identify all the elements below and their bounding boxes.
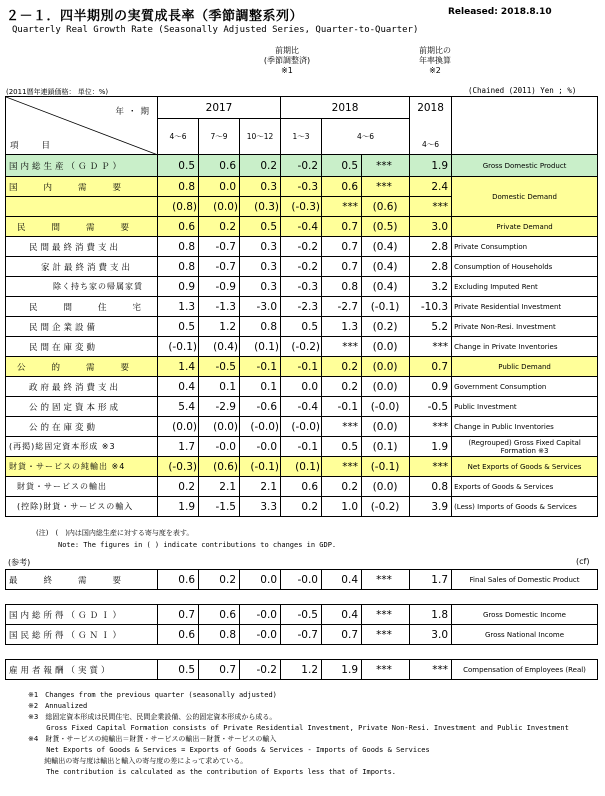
value-cell: 0.3 (240, 237, 281, 257)
value-cell: (-0.3) (158, 457, 199, 477)
row-label: 財貨・サービスの純輸出 ※4 (6, 457, 158, 477)
value-cell: (0.4) (362, 237, 410, 257)
year-period-label: 年・期 (115, 107, 153, 117)
value-cell: -2.9 (199, 397, 240, 417)
value-cell: (0.4) (362, 257, 410, 277)
note-ja: (注) ( )内は国内総生産に対する寄与度を表す。 (36, 529, 194, 537)
value-cell: 1.2 (199, 317, 240, 337)
value-cell: *** (362, 625, 410, 645)
value-cell: 0.0 (199, 177, 240, 197)
value-cell: 0.4 (158, 377, 199, 397)
value-cell: 0.7 (322, 217, 362, 237)
row-label: 雇用者報酬（実質） (6, 660, 158, 680)
footnote-line: ※3 総固定資本形成は民間住宅、民間企業設備、公的固定資本形成から成る。 (28, 713, 277, 721)
value-cell: 0.5 (322, 155, 362, 177)
footnote-line: ※4 財貨・サービスの純輸出＝財貨・サービスの輸出－財貨・サービスの輸入 (28, 735, 277, 743)
row-label: 公的固定資本形成 (6, 397, 158, 417)
table-row (6, 457, 598, 477)
value-cell: (0.8) (158, 197, 199, 217)
table-row (6, 257, 598, 277)
growth-rate-table (5, 96, 598, 517)
value-cell: -0.2 (281, 257, 322, 277)
value-cell: -10.3 (410, 297, 452, 317)
value-cell: (0.0) (362, 417, 410, 437)
table-row (6, 417, 598, 437)
value-cell: (-0.0) (240, 417, 281, 437)
value-cell: 1.7 (158, 437, 199, 457)
row-label-en: Gross Domestic Product (452, 155, 598, 177)
table-row (6, 570, 598, 590)
row-label: 家計最終消費支出 (6, 257, 158, 277)
spacer-row (6, 590, 598, 605)
value-cell: *** (362, 605, 410, 625)
row-label: (控除)財貨・サービスの輸入 (6, 497, 158, 517)
row-label-en: (Less) Imports of Goods & Services (452, 497, 598, 517)
table-row (6, 477, 598, 497)
footnote-line: Net Exports of Goods & Services = Exports of Goods & Services - Imports of Goods & Services (28, 746, 430, 754)
value-cell: 0.1 (240, 377, 281, 397)
table-row (6, 437, 598, 457)
value-cell: 0.8 (322, 277, 362, 297)
row-label: 政府最終消費支出 (6, 377, 158, 397)
qoq-note: 前期比 (季節調整済) ※1 (263, 46, 311, 75)
value-cell: 2.1 (240, 477, 281, 497)
row-label: 国 内 需 要 (6, 177, 158, 197)
value-cell: -3.0 (240, 297, 281, 317)
value-cell: 5.2 (410, 317, 452, 337)
value-cell: 0.3 (240, 277, 281, 297)
note-en: Note: The figures in ( ) indicate contributions to changes in GDP. (58, 541, 337, 549)
row-label-en: Government Consumption (452, 377, 598, 397)
value-cell: (-0.2) (362, 497, 410, 517)
value-cell: (-0.0) (362, 397, 410, 417)
value-cell: 0.2 (158, 477, 199, 497)
table-row (6, 217, 598, 237)
reference-table (5, 569, 598, 680)
value-cell: -0.4 (281, 217, 322, 237)
value-cell: 0.8 (158, 237, 199, 257)
value-cell: 0.7 (322, 237, 362, 257)
value-cell: -0.0 (281, 570, 322, 590)
value-cell: -0.3 (281, 277, 322, 297)
spacer-row (6, 645, 598, 660)
item-label: 項 目 (10, 141, 53, 151)
table-row (6, 317, 598, 337)
row-label-en: Private Demand (452, 217, 598, 237)
row-label-en: Public Investment (452, 397, 598, 417)
value-cell: -0.0 (199, 437, 240, 457)
value-cell: *** (410, 457, 452, 477)
row-label: 民 間 住 宅 (6, 297, 158, 317)
value-cell: (0.2) (362, 317, 410, 337)
value-cell: 0.4 (322, 570, 362, 590)
value-cell: 0.7 (322, 625, 362, 645)
value-cell: -0.1 (322, 397, 362, 417)
value-cell: (0.0) (199, 417, 240, 437)
value-cell: (0.0) (362, 357, 410, 377)
value-cell: -0.1 (281, 357, 322, 377)
table-row (6, 397, 598, 417)
row-label: 除く持ち家の帰属家賃 (6, 277, 158, 297)
value-cell: 0.4 (322, 605, 362, 625)
value-cell: (0.3) (240, 197, 281, 217)
value-cell: 0.8 (199, 625, 240, 645)
value-cell: 0.2 (322, 477, 362, 497)
value-cell: -0.7 (281, 625, 322, 645)
value-cell: -0.4 (281, 397, 322, 417)
value-cell: 1.9 (410, 155, 452, 177)
row-label: 国内総生産（ＧＤＰ） (6, 155, 158, 177)
value-cell: (-0.1) (362, 457, 410, 477)
table-row (6, 625, 598, 645)
footnotes (28, 690, 603, 778)
table-row (6, 297, 598, 317)
row-label-en: Private Consumption (452, 237, 598, 257)
value-cell: 0.7 (199, 660, 240, 680)
row-label-en: Domestic Demand (452, 177, 598, 217)
table-row (6, 377, 598, 397)
release-date: Released: 2018.8.10 (448, 7, 552, 17)
value-cell: 3.2 (410, 277, 452, 297)
table-row (6, 605, 598, 625)
value-cell: 0.2 (322, 377, 362, 397)
value-cell: -0.6 (240, 397, 281, 417)
value-cell: 0.8 (158, 177, 199, 197)
row-label (6, 197, 158, 217)
footnote-line: ※1 Changes from the previous quarter (seasonally adjusted) (28, 691, 277, 699)
cf-label: (cf) (576, 557, 590, 566)
row-label-en: Exports of Goods & Services (452, 477, 598, 497)
unit-label-ja: (2011暦年連鎖価格： 単位：%) (6, 88, 109, 96)
value-cell: (0.5) (362, 217, 410, 237)
row-label: 公 的 需 要 (6, 357, 158, 377)
value-cell: *** (362, 570, 410, 590)
value-cell: 0.6 (199, 605, 240, 625)
value-cell: (0.0) (199, 197, 240, 217)
value-cell: *** (410, 417, 452, 437)
year-2018-annual: 2018 4～6 (410, 97, 452, 155)
value-cell: 3.9 (410, 497, 452, 517)
value-cell: (-0.3) (281, 197, 322, 217)
row-label-en: Private Residential Investment (452, 297, 598, 317)
quarter-2017q4: 10～12 (240, 119, 281, 155)
value-cell: -0.0 (240, 605, 281, 625)
value-cell: 3.3 (240, 497, 281, 517)
row-label-en: Private Non-Resi. Investment (452, 317, 598, 337)
value-cell: 0.0 (281, 377, 322, 397)
value-cell: 0.6 (158, 217, 199, 237)
value-cell: 0.1 (199, 377, 240, 397)
row-label-en: (Regrouped) Gross Fixed Capital Formation ※3 (452, 437, 598, 457)
value-cell: 2.1 (199, 477, 240, 497)
annualized-note: 前期比の 年率換算 ※2 (419, 46, 451, 75)
row-label: 公的在庫変動 (6, 417, 158, 437)
value-cell: 0.5 (322, 437, 362, 457)
footnote-line: ※2 Annualized (28, 702, 88, 710)
value-cell: *** (362, 660, 410, 680)
row-label-en: Excluding Imputed Rent (452, 277, 598, 297)
value-cell: 0.2 (199, 570, 240, 590)
value-cell: -2.3 (281, 297, 322, 317)
value-cell: (0.4) (362, 277, 410, 297)
value-cell: 0.5 (158, 155, 199, 177)
value-cell: *** (322, 417, 362, 437)
value-cell: *** (410, 660, 452, 680)
value-cell: (0.1) (281, 457, 322, 477)
value-cell: 0.9 (410, 377, 452, 397)
table-row (6, 357, 598, 377)
value-cell: (0.0) (362, 477, 410, 497)
value-cell: 0.2 (240, 155, 281, 177)
value-cell: *** (410, 337, 452, 357)
row-label-en: Consumption of Households (452, 257, 598, 277)
value-cell: 0.5 (281, 317, 322, 337)
value-cell: -0.0 (240, 437, 281, 457)
value-cell: 1.9 (158, 497, 199, 517)
footnote-line: The contribution is calculated as the contribution of Exports less that of Imports. (28, 768, 397, 776)
value-cell: 0.7 (410, 357, 452, 377)
value-cell: -0.2 (281, 237, 322, 257)
value-cell: 1.8 (410, 605, 452, 625)
table-row (6, 337, 598, 357)
row-label-en: Gross National Income (452, 625, 598, 645)
value-cell: 0.8 (410, 477, 452, 497)
table-row (6, 660, 598, 680)
quarter-2018q1: 1～3 (281, 119, 322, 155)
value-cell: 0.3 (240, 257, 281, 277)
value-cell: 2.8 (410, 257, 452, 277)
value-cell: (0.1) (362, 437, 410, 457)
value-cell: 2.8 (410, 237, 452, 257)
value-cell: 1.7 (410, 570, 452, 590)
value-cell: 0.5 (240, 217, 281, 237)
quarter-2017q2: 4～6 (158, 119, 199, 155)
value-cell: 0.6 (322, 177, 362, 197)
value-cell: 0.6 (281, 477, 322, 497)
year-2018: 2018 (281, 97, 410, 119)
value-cell: (-0.0) (281, 417, 322, 437)
value-cell: 1.9 (322, 660, 362, 680)
row-label-en: Public Demand (452, 357, 598, 377)
value-cell: (0.4) (199, 337, 240, 357)
row-label: (再掲)総固定資本形成 ※3 (6, 437, 158, 457)
value-cell: -0.0 (240, 625, 281, 645)
value-cell: 0.6 (199, 155, 240, 177)
value-cell: 1.3 (158, 297, 199, 317)
value-cell: 0.9 (158, 277, 199, 297)
value-cell: (-0.1) (240, 457, 281, 477)
value-cell: -0.2 (240, 660, 281, 680)
value-cell: 0.2 (281, 497, 322, 517)
table-row (6, 155, 598, 177)
value-cell: 1.3 (322, 317, 362, 337)
page-title: ２－１．四半期別の実質成長率（季節調整系列） (6, 9, 304, 24)
value-cell: 0.6 (158, 625, 199, 645)
row-label: 民間最終消費支出 (6, 237, 158, 257)
quarter-2018q2: 4～6 (322, 119, 410, 155)
value-cell: *** (362, 155, 410, 177)
value-cell: *** (322, 457, 362, 477)
value-cell: *** (410, 197, 452, 217)
value-cell: 0.6 (158, 570, 199, 590)
header-corner (6, 97, 158, 155)
year-2017: 2017 (158, 97, 281, 119)
value-cell: (0.0) (158, 417, 199, 437)
footnote-line: Gross Fixed Capital Formation consists of Private Residential Investment, Private Non-Resi. Investment and Public Investment (28, 724, 569, 732)
row-label-en: Final Sales of Domestic Product (452, 570, 598, 590)
value-cell: 5.4 (158, 397, 199, 417)
row-label-en: Change in Public Inventories (452, 417, 598, 437)
row-label: 国民総所得（ＧＮＩ） (6, 625, 158, 645)
value-cell: 3.0 (410, 625, 452, 645)
value-cell: 1.9 (410, 437, 452, 457)
value-cell: -1.5 (199, 497, 240, 517)
value-cell: -0.2 (281, 155, 322, 177)
value-cell: 1.0 (322, 497, 362, 517)
value-cell: 1.2 (281, 660, 322, 680)
quarter-2017q3: 7～9 (199, 119, 240, 155)
value-cell: (-0.1) (362, 297, 410, 317)
value-cell: *** (322, 197, 362, 217)
value-cell: -0.5 (410, 397, 452, 417)
value-cell: (-0.1) (158, 337, 199, 357)
row-label: 財貨・サービスの輸出 (6, 477, 158, 497)
value-cell: 0.7 (322, 257, 362, 277)
value-cell: 0.2 (322, 357, 362, 377)
value-cell: (0.0) (362, 337, 410, 357)
value-cell: 3.0 (410, 217, 452, 237)
value-cell: 0.7 (158, 605, 199, 625)
value-cell: (-0.2) (281, 337, 322, 357)
value-cell: 0.5 (158, 660, 199, 680)
value-cell: 2.4 (410, 177, 452, 197)
row-label-en: Change in Private Inventories (452, 337, 598, 357)
value-cell: *** (362, 177, 410, 197)
value-cell: 0.0 (240, 570, 281, 590)
table-row (6, 277, 598, 297)
value-cell: (0.0) (362, 377, 410, 397)
row-label-en: Net Exports of Goods & Services (452, 457, 598, 477)
value-cell: -0.7 (199, 257, 240, 277)
row-label: 民間企業設備 (6, 317, 158, 337)
value-cell: 0.2 (199, 217, 240, 237)
value-cell: 0.8 (158, 257, 199, 277)
row-label: 国内総所得（ＧＤＩ） (6, 605, 158, 625)
value-cell: -0.7 (199, 237, 240, 257)
value-cell: -2.7 (322, 297, 362, 317)
value-cell: -0.5 (281, 605, 322, 625)
page-subtitle: Quarterly Real Growth Rate (Seasonally Adjusted Series, Quarter-to-Quarter) (12, 25, 419, 35)
value-cell: 0.5 (158, 317, 199, 337)
value-cell: -0.5 (199, 357, 240, 377)
row-label-en: Gross Domestic Income (452, 605, 598, 625)
table-row (6, 497, 598, 517)
value-cell: -1.3 (199, 297, 240, 317)
value-cell: 0.8 (240, 317, 281, 337)
value-cell: (0.1) (240, 337, 281, 357)
value-cell: 0.3 (240, 177, 281, 197)
row-label: 最 終 需 要 (6, 570, 158, 590)
value-cell: -0.3 (281, 177, 322, 197)
reference-label: (参考) (8, 558, 31, 567)
row-label: 民間在庫変動 (6, 337, 158, 357)
row-label: 民 間 需 要 (6, 217, 158, 237)
value-cell: 1.4 (158, 357, 199, 377)
header-blank (452, 97, 598, 155)
value-cell: -0.1 (240, 357, 281, 377)
value-cell: *** (322, 337, 362, 357)
value-cell: -0.9 (199, 277, 240, 297)
value-cell: -0.1 (281, 437, 322, 457)
value-cell: (0.6) (199, 457, 240, 477)
value-cell: (0.6) (362, 197, 410, 217)
table-row (6, 177, 598, 197)
unit-label-en: (Chained (2011) Yen ; %) (468, 86, 577, 95)
footnote-line: 純輸出の寄与度は輸出と輸入の寄与度の差によって求めている。 (28, 757, 248, 765)
row-label-en: Compensation of Employees (Real) (452, 660, 598, 680)
table-row (6, 237, 598, 257)
